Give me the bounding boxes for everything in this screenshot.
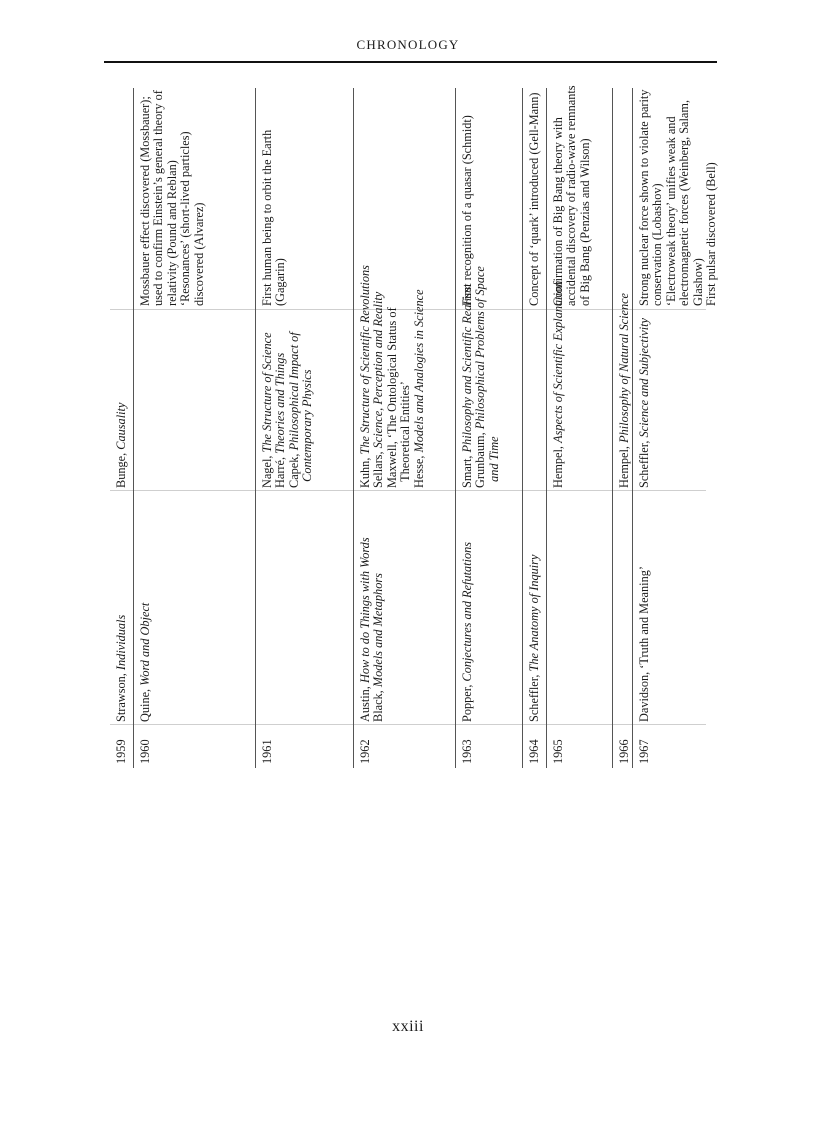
- philosophy-cell-line: Black, Models and Metaphors: [371, 573, 386, 722]
- philosophy-cell-line: Austin, How to do Things with Words: [358, 537, 372, 722]
- science-event-cell: [528, 90, 541, 306]
- philosophy-cell-line: Scheffler, The Anatomy of Inquiry: [527, 554, 541, 722]
- science-event-cell: [139, 90, 206, 306]
- philosophy-cell: [528, 492, 541, 722]
- philosophy-of-science-cell-line: Hesse, Models and Analogies in Science: [411, 289, 426, 488]
- science-event-cell: [261, 90, 288, 306]
- philosophy-of-science-cell-line: Capek, Philosophical Impact of: [286, 332, 301, 488]
- year-cell: 1966: [617, 739, 631, 764]
- year-cell: 1960: [138, 739, 152, 764]
- philosophy-cell: [115, 492, 128, 722]
- philosophy-cell-line: Strawson, Individuals: [114, 614, 128, 722]
- philosophy-of-science-cell: [638, 312, 651, 488]
- science-event-cell: [551, 85, 592, 306]
- science-event-cell-line: accidental discovery of radio-wave remnants: [564, 85, 579, 306]
- philosophy-of-science-cell-line: Sellars, Science, Perception and Reality: [371, 291, 386, 488]
- philosophy-of-science-cell: [358, 265, 426, 488]
- philosophy-of-science-cell: [460, 266, 501, 488]
- philosophy-cell: [638, 492, 651, 722]
- table-row-1967: [632, 88, 719, 768]
- science-event-cell-line: of Big Bang (Penzias and Wilson): [577, 138, 592, 306]
- philosophy-of-science-cell-line: Scheffler, Science and Subjectivity: [637, 318, 651, 488]
- science-event-cell-line: Concept of ‘quark’ introduced (Gell-Mann): [527, 92, 541, 306]
- science-event-cell-line: relativity (Pound and Reblan): [164, 160, 179, 306]
- science-event-cell-line: discovered (Alvarez): [191, 202, 206, 306]
- philosophy-of-science-cell: [617, 292, 631, 488]
- philosophy-of-science-cell-line: Theoretical Entities’: [398, 381, 413, 488]
- philosophy-of-science-cell-line: Smart, Philosophy and Scientific Realism: [460, 284, 474, 488]
- running-header: CHRONOLOGY: [356, 37, 460, 52]
- philosophy-of-science-cell-line: Nagel, The Structure of Science: [260, 332, 274, 488]
- table-row-1965: [546, 85, 613, 768]
- science-event-cell-line: used to confirm Einstein’s general theory of: [151, 90, 166, 306]
- philosophy-cell: [139, 492, 152, 722]
- science-event-cell-line: Strong nuclear force shown to violate parity: [637, 89, 651, 306]
- year-cell: 1961: [260, 739, 274, 764]
- year-cell: 1963: [460, 739, 474, 764]
- science-event-cell-line: Glashow): [690, 258, 705, 306]
- philosophy-of-science-cell: [115, 312, 128, 488]
- year-cell: 1965: [551, 739, 565, 764]
- table-row-1966: [612, 88, 633, 768]
- science-event-cell-line: ‘Resonances’ (short-lived particles): [178, 131, 193, 306]
- table-row-1960: [133, 88, 256, 768]
- philosophy-cell: [461, 492, 474, 722]
- table-row-1963: [455, 88, 523, 768]
- year-cell: 1967: [637, 739, 651, 764]
- science-event-cell-line: Mossbauer effect discovered (Mossbauer);: [138, 96, 152, 306]
- year-cell: 1962: [358, 739, 372, 764]
- science-event-cell-line: Confirmation of Big Bang theory with: [551, 117, 565, 306]
- philosophy-cell: [359, 492, 386, 722]
- science-event-cell-line: First human being to orbit the Earth: [260, 129, 274, 306]
- page-number: xxiii: [392, 1018, 424, 1035]
- philosophy-of-science-cell-line: Bunge, Causality: [114, 402, 128, 488]
- philosophy-cell-line: Quine, Word and Object: [138, 602, 152, 722]
- philosophy-of-science-cell: [551, 280, 565, 488]
- philosophy-of-science-cell-line: Maxwell, ‘The Ontological Status of: [384, 307, 399, 488]
- chronology-table: [110, 85, 719, 768]
- year-cell: 1964: [527, 739, 541, 764]
- table-row-1959: [110, 88, 133, 768]
- philosophy-of-science-cell: [261, 312, 315, 488]
- table-row-1962: [353, 88, 456, 768]
- philosophy-of-science-cell-line: Hempel, Aspects of Scientific Explanation: [551, 280, 565, 488]
- science-event-cell-line: ‘Electroweak theory’ unifies weak and: [663, 116, 678, 306]
- philosophy-of-science-cell-line: Harré, Theories and Things: [273, 352, 288, 488]
- table-row-1964: [522, 88, 547, 768]
- science-event-cell-line: First pulsar discovered (Bell): [704, 162, 719, 306]
- philosophy-of-science-cell-line: Grunbaum, Philosophical Problems of Space: [473, 266, 488, 488]
- philosophy-of-science-cell-line: Kuhn, The Structure of Scientific Revolutions: [358, 265, 372, 488]
- science-event-cell: [461, 90, 474, 306]
- philosophy-cell-line: Davidson, ‘Truth and Meaning’: [637, 566, 651, 722]
- rotated-table: [110, 85, 719, 768]
- science-event-cell-line: conservation (Lobashov): [650, 183, 665, 306]
- science-event-cell-line: electromagnetic forces (Weinberg, Salam,: [677, 99, 692, 306]
- header-rule: [104, 61, 717, 63]
- philosophy-of-science-cell-line: Contemporary Physics: [300, 369, 315, 482]
- science-event-cell-line: First recognition of a quasar (Schmidt): [460, 115, 474, 306]
- science-event-cell-line: (Gagarin): [273, 258, 288, 306]
- science-event-cell: [638, 90, 718, 306]
- philosophy-of-science-cell-line: Hempel, Philosophy of Natural Science: [617, 292, 631, 488]
- table-row-1961: [255, 88, 354, 768]
- year-cell: 1959: [114, 739, 128, 764]
- philosophy-cell-line: Popper, Conjectures and Refutations: [460, 541, 474, 722]
- philosophy-of-science-cell-line: and Time: [486, 436, 501, 482]
